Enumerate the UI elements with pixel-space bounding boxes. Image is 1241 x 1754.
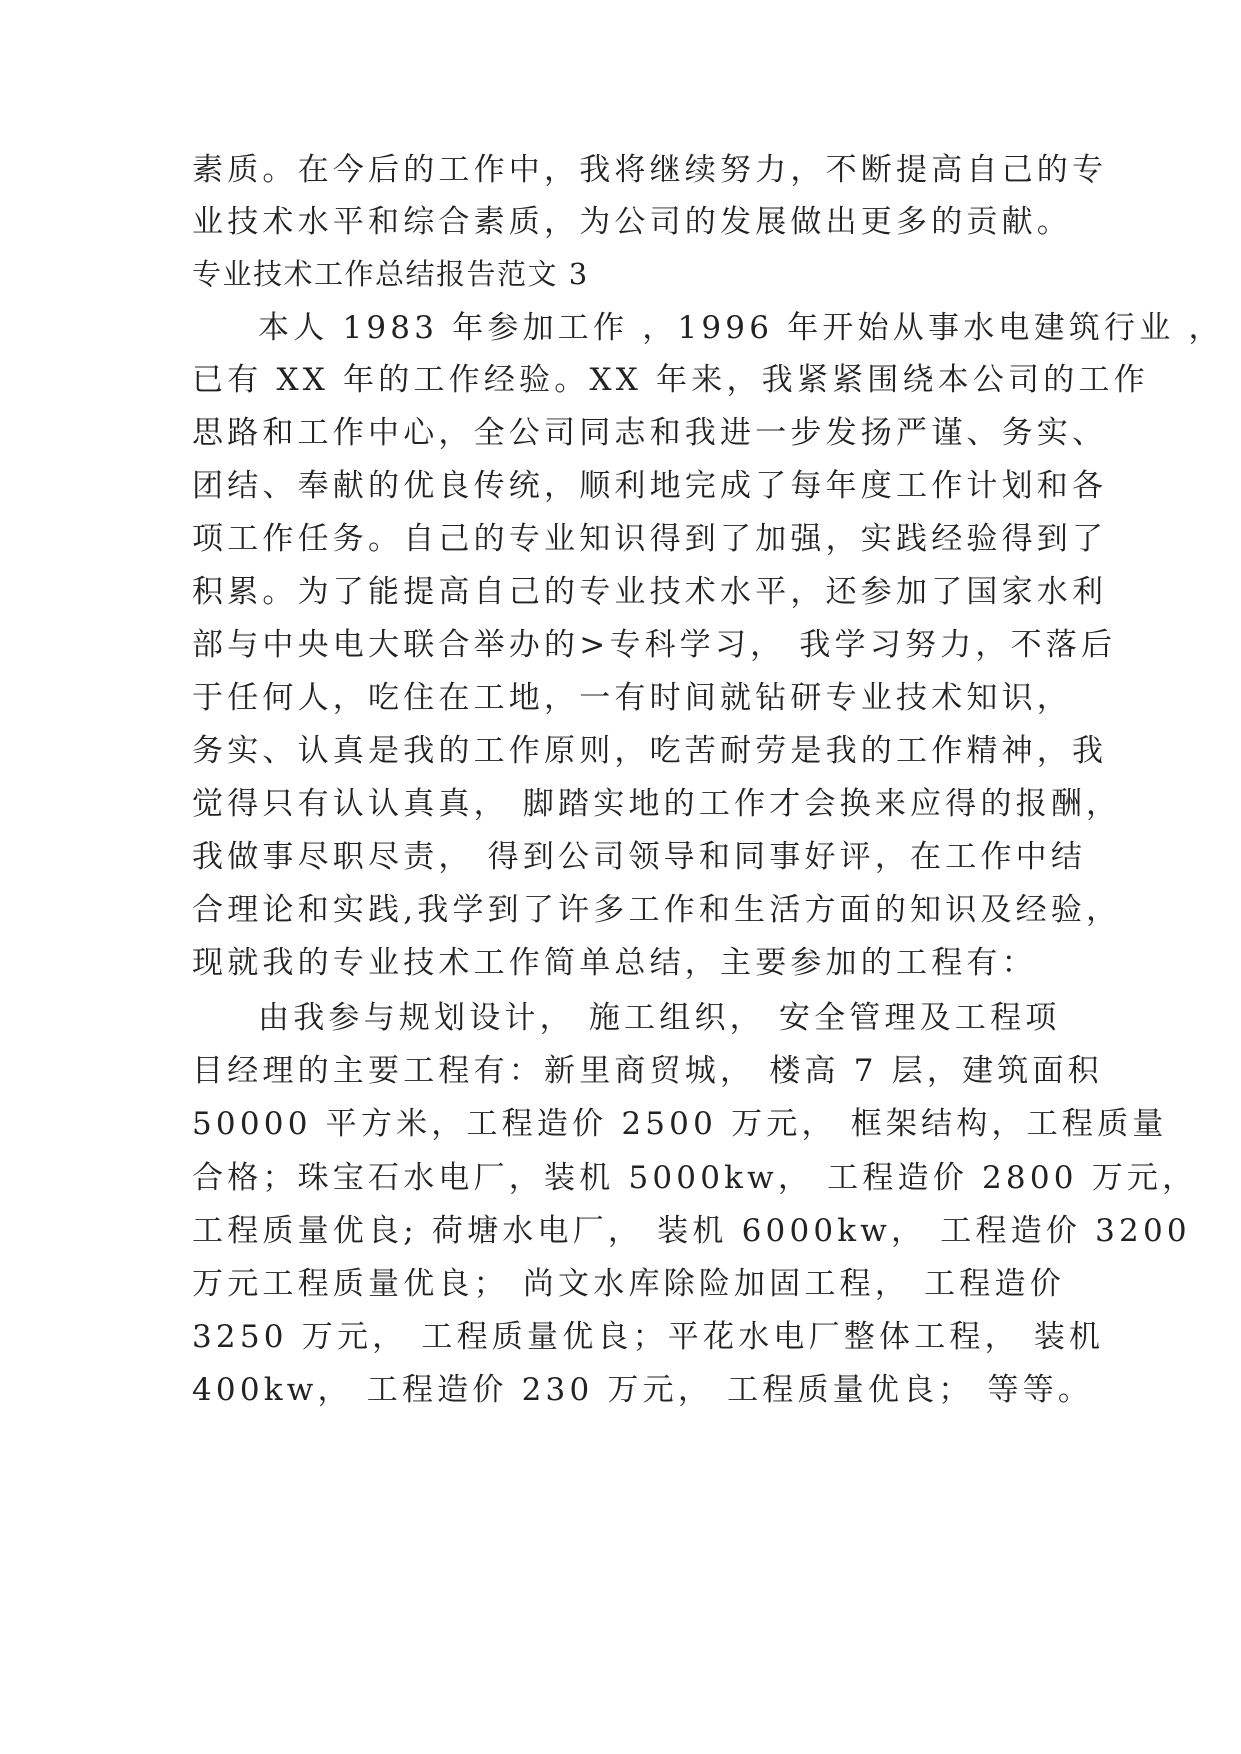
text-line: 目经理的主要工程有：新里商贸城， 楼高 7 层，建筑面积 — [192, 1053, 1103, 1089]
text-line: 项工作任务。自己的专业知识得到了加强，实践经验得到了 — [192, 521, 1108, 557]
text-line: 部与中央电大联合举办的>专科学习， 我学习努力，不落后 — [192, 627, 1117, 663]
text-line: 团结、奉献的优良传统，顺利地完成了每年度工作计划和各 — [192, 468, 1108, 504]
text-line: 现就我的专业技术工作简单总结，主要参加的工程有： — [192, 945, 1037, 981]
text-line: 万元工程质量优良； 尚文水库除险加固工程， 工程造价 — [192, 1266, 1065, 1302]
text-line: 业技术水平和综合素质，为公司的发展做出更多的贡献。 — [192, 204, 1072, 240]
text-line: 已有 XX 年的工作经验。XX 年来，我紧紧围绕本公司的工作 — [192, 362, 1149, 398]
text-line: 50000 平方米，工程造价 2500 万元， 框架结构，工程质量 — [192, 1106, 1168, 1142]
text-line: 素质。在今后的工作中，我将继续努力，不断提高自己的专 — [192, 152, 1108, 188]
text-line: 于任何人，吃住在工地，一有时间就钻研专业技术知识， — [192, 680, 1072, 716]
paragraph-start: 由我参与规划设计， 施工组织， 安全管理及工程项 — [258, 1000, 1061, 1036]
paragraph-start: 本人 1983 年参加工作 ，1996 年开始从事水电建筑行业 ， — [258, 310, 1224, 346]
text-line: 3250 万元， 工程质量优良；平花水电厂整体工程， 装机 — [192, 1319, 1105, 1355]
text-line: 思路和工作中心，全公司同志和我进一步发扬严谨、务实、 — [192, 415, 1108, 451]
text-line: 400kw， 工程造价 230 万元， 工程质量优良； 等等。 — [192, 1372, 1094, 1408]
text-line: 合格；珠宝石水电厂，装机 5000kw， 工程造价 2800 万元， — [192, 1160, 1198, 1196]
text-line: 务实、认真是我的工作原则，吃苦耐劳是我的工作精神，我 — [192, 733, 1108, 769]
text-line: 我做事尽职尽责， 得到公司领导和同事好评，在工作中结 — [192, 839, 1087, 875]
text-line: 合理论和实践,我学到了许多工作和生活方面的知识及经验， — [192, 892, 1122, 928]
text-line: 积累。为了能提高自己的专业技术水平，还参加了国家水利 — [192, 574, 1108, 610]
section-heading: 专业技术工作总结报告范文 3 — [192, 257, 589, 291]
text-line: 工程质量优良; 荷塘水电厂， 装机 6000kw， 工程造价 3200 — [192, 1213, 1191, 1249]
text-line: 觉得只有认认真真， 脚踏实地的工作才会换来应得的报酬， — [192, 786, 1122, 822]
